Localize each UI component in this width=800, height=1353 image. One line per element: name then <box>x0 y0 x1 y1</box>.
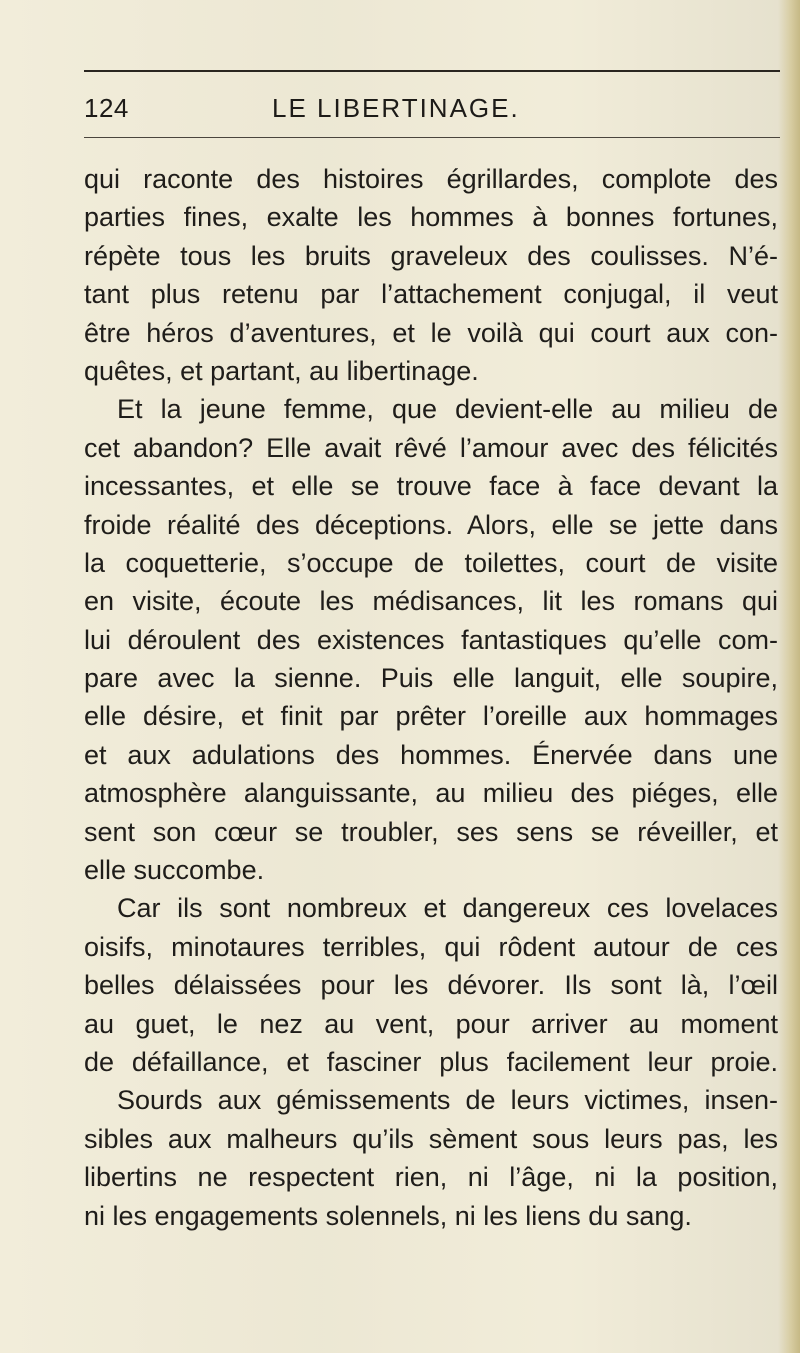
text-line: de défaillance, et fasciner plus facilement leur proie. <box>84 1046 778 1077</box>
header-rule <box>84 137 780 138</box>
text-line: qui raconte des histoires égrillardes, complote des <box>84 164 778 194</box>
page-number: 124 <box>84 93 129 123</box>
text-line: répète tous les bruits graveleux des coulisses. N’é- <box>84 240 778 271</box>
running-title: LE LIBERTINAGE. <box>272 93 520 123</box>
text-line: elle succombe. <box>84 855 265 886</box>
text-line: ni les engagements solennels, ni les liens du sang. <box>84 1200 692 1231</box>
text-line: Sourds aux gémissements de leurs victimes, insen- <box>117 1085 778 1116</box>
text-line: cet abandon? Elle avait rêvé l’amour avec des félicités <box>84 432 778 463</box>
top-rule <box>84 70 780 72</box>
text-line: être héros d’aventures, et le voilà qui court aux con- <box>84 317 778 348</box>
text-line: parties fines, exalte les hommes à bonnes fortunes, <box>84 202 778 233</box>
page-header <box>84 93 780 133</box>
text-line: en visite, écoute les médisances, lit les romans qui <box>84 586 778 617</box>
text-line: Car ils sont nombreux et dangereux ces lovelaces <box>117 893 778 924</box>
text-line: lui déroulent des existences fantastiques qu’elle com- <box>84 624 778 655</box>
text-line: belles délaissées pour les dévorer. Ils sont là, l’œil <box>84 970 778 1001</box>
text-line: atmosphère alanguissante, au milieu des piéges, elle <box>84 778 778 809</box>
text-line: libertins ne respectent rien, ni l’âge, ni la position, <box>84 1162 778 1193</box>
body-text <box>84 160 778 1235</box>
text-line: incessantes, et elle se trouve face à face devant la <box>84 471 778 502</box>
text-line: sibles aux malheurs qu’ils sèment sous leurs pas, les <box>84 1123 778 1154</box>
text-line: elle désire, et finit par prêter l’oreille aux hommages <box>84 701 778 732</box>
text-line: oisifs, minotaures terribles, qui rôdent autour de ces <box>84 931 778 962</box>
text-line: froide réalité des déceptions. Alors, elle se jette dans <box>84 509 778 540</box>
page-edge-shadow <box>778 0 800 1353</box>
text-line: et aux adulations des hommes. Énervée dans une <box>84 739 778 770</box>
text-line: pare avec la sienne. Puis elle languit, elle soupire, <box>84 663 778 694</box>
text-line: sent son cœur se troubler, ses sens se réveiller, et <box>84 816 778 847</box>
text-line: quêtes, et partant, au libertinage. <box>84 355 479 386</box>
text-line: tant plus retenu par l’attachement conjugal, il veut <box>84 279 778 310</box>
text-line: Et la jeune femme, que devient-elle au milieu de <box>117 394 778 425</box>
text-line: la coquetterie, s’occupe de toilettes, court de visite <box>84 547 778 578</box>
text-line: au guet, le nez au vent, pour arriver au moment <box>84 1008 778 1039</box>
